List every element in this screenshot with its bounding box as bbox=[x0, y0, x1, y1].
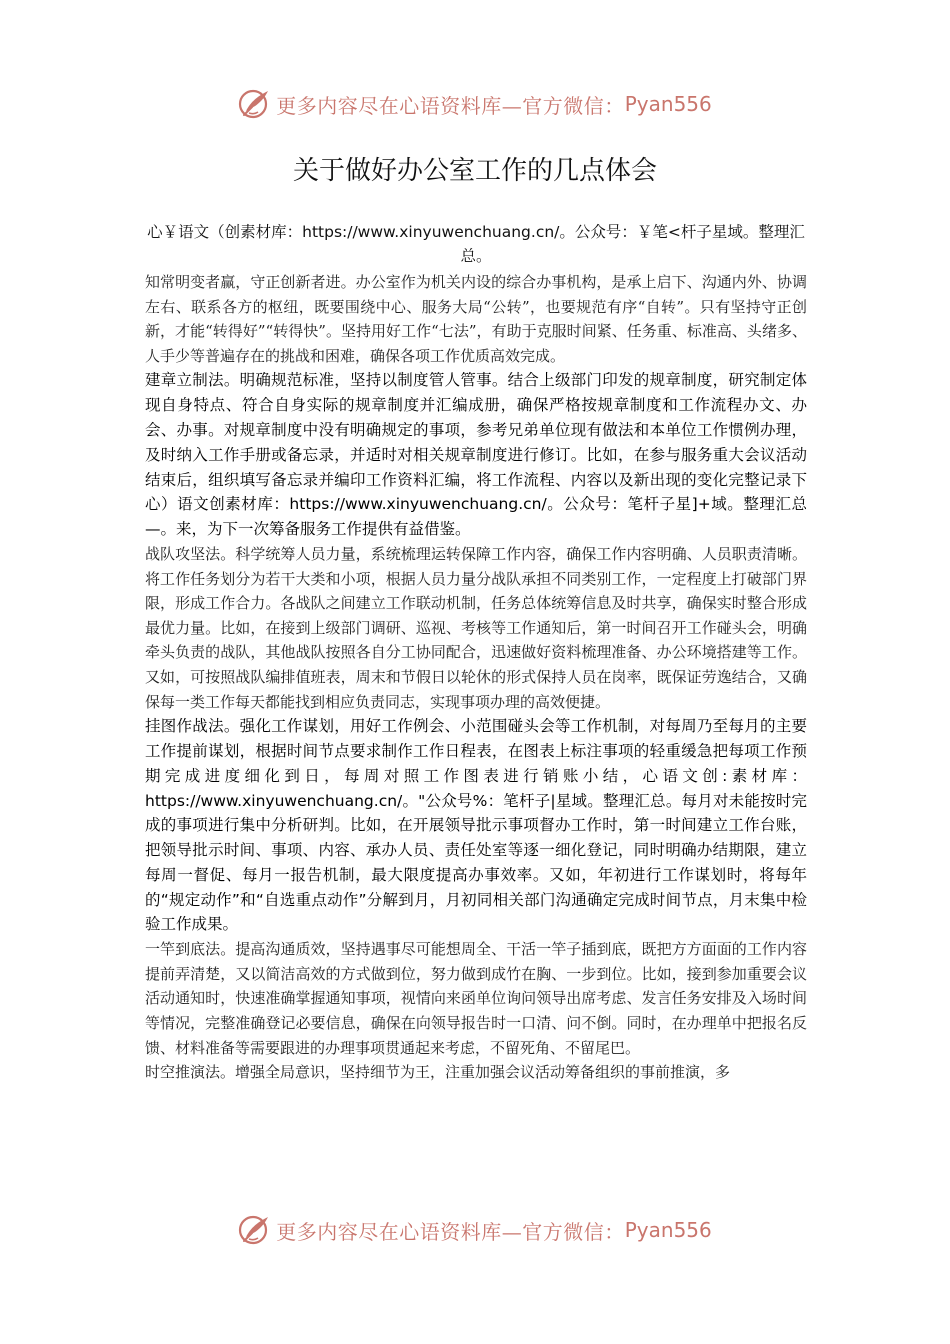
paragraph-chart-method: 挂图作战法。强化工作谋划，用好工作例会、小范围碰头会等工作机制，对每周乃至每月的主要工作提前谋划，根据时间节点要求制作工作日程表，在图表上标注事项的轻重缓急把每项工作预期完成进度细化到日，每周对照工作图表进行销账小结，心语文创:素材库：https://www.xinyuwenchuang.cn/。"公众号%：笔杆子|星域。整理汇总。每月对未能按时完成的事项进行集中分析研判。比如，在开展领导批示事项督办工作时，第一时间建立工作台账，把领导批示时间、事项、内容、承办人员、责任处室等逐一细化登记，同时明确办结期限，建立每周一督促、每月一报告机制，最大限度提高办事效率。又如，年初进行工作谋划时，将每年的“规定动作”和“自选重点动作”分解到月，月初同相关部门沟通确定完成时间节点，月末集中检验工作成果。 bbox=[145, 717, 807, 934]
banner-wechat-id: Pyan556 bbox=[624, 92, 712, 116]
quill-logo-icon bbox=[238, 87, 272, 121]
body-content bbox=[145, 270, 807, 1085]
banner-text: 更多内容尽在心语资料库—官方微信： bbox=[276, 93, 625, 118]
paragraph-intro: 知常明变者赢，守正创新者进。办公室作为机关内设的综合办事机构，是承上启下、沟通内外、协调左右、联系各方的枢纽，既要围绕中心、服务大局“公转”，也要规范有序“自转”。只有坚持守正创新，才能“转得好”“转得快”。坚持用好工作“七法”，有助于克服时间紧、任务重、标准高、头绪多、人手少等普遍存在的挑战和困难，确保各项工作优质高效完成。 bbox=[145, 273, 807, 365]
paragraph-team-method: 战队攻坚法。科学统筹人员力量，系统梳理运转保障工作内容，确保工作内容明确、人员职责清晰。将工作任务划分为若干大类和小项，根据人员力量分战队承担不同类别工作，一定程度上打破部门界限，形成工作合力。各战队之间建立工作联动机制，任务总体统筹信息及时共享，确保实时整合形成最优力量。比如，在接到上级部门调研、巡视、考核等工作通知后，第一时间召开工作碰头会，明确牵头负责的战队，其他战队按照各自分工协同配合，迅速做好资料梳理准备、办公环境搭建等工作。又如，可按照战队编排值班表，周末和节假日以轮休的形式保持人员在岗率，既保证劳逸结合，又确保每一类工作每天都能找到相应负责同志，实现事项办理的高效便捷。 bbox=[145, 544, 807, 711]
page-title: 关于做好办公室工作的几点体会 bbox=[292, 156, 657, 186]
paragraph-onestep-method: 一竿到底法。提高沟通质效，坚持遇事尽可能想周全、干活一竿子插到底，既把方方面面的工作内容提前弄清楚，又以简洁高效的方式做到位，努力做到成竹在胸、一步到位。比如，接到参加重要会议活动通知时，快速准确掌握通知事项，视情向来函单位询问领导出席考虑、发言任务安排及入场时间等情况，完整准确登记必要信息，确保在向领导报告时一口清、问不倒。同时，在办理单中把报名反馈、材料准备等需要跟进的办理事项贯通起来考虑，不留死角、不留尾巴。 bbox=[145, 940, 807, 1057]
header-banner bbox=[0, 84, 950, 124]
footer-banner bbox=[0, 1210, 950, 1250]
banner-text: 更多内容尽在心语资料库—官方微信： bbox=[276, 1219, 625, 1244]
paragraph-deduction-method: 时空推演法。增强全局意识，坚持细节为王，注重加强会议活动筹备组织的事前推演，多 bbox=[145, 1063, 731, 1082]
banner-wechat-id: Pyan556 bbox=[624, 1218, 712, 1242]
paragraph-rules-method: 建章立制法。明确规范标准，坚持以制度管人管事。结合上级部门印发的规章制度，研究制定体现自身特点、符合自身实际的规章制度并汇编成册，确保严格按规章制度和工作流程办文、办会、办事。对规章制度中没有明确规定的事项，参考兄弟单位现有做法和本单位工作惯例办理，及时纳入工作手册或备忘录，并适时对相关规章制度进行修订。比如，在参与服务重大会议活动结束后，组织填写备忘录并编印工作资料汇编，将工作流程、内容以及新出现的变化完整记录下心）语文创素材库：https://www.xinyuwenchuang.cn/。公众号：笔杆子星]+域。整理汇总—。来，为下一次筹备服务工作提供有益借鉴。 bbox=[145, 371, 807, 539]
intro-line: 心￥语文（创素材库：https://www.xinyuwenchuang.cn/。公众号：￥笔<杆子星域。整理汇总。 bbox=[147, 223, 805, 265]
quill-logo-icon bbox=[238, 1213, 272, 1247]
